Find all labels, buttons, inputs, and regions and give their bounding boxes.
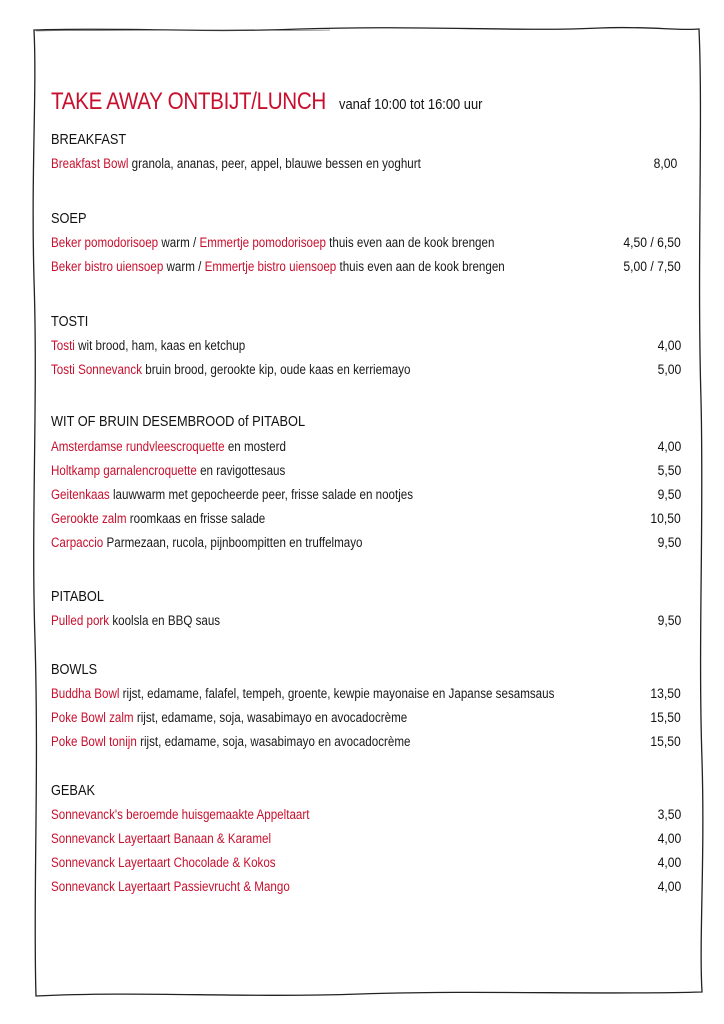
menu-item bbox=[51, 362, 681, 382]
item-name: Amsterdamse rundvleescroquette bbox=[51, 439, 225, 454]
item-description: warm / bbox=[166, 259, 202, 274]
item-description: rijst, edamame, soja, wasabimayo en avocadocrème bbox=[136, 710, 408, 725]
item-price: 8,00 bbox=[653, 156, 677, 171]
menu-item bbox=[51, 487, 681, 507]
menu-item bbox=[51, 831, 681, 851]
item-name-secondary: Emmertje pomodorisoep bbox=[199, 235, 326, 250]
item-price: 3,50 bbox=[657, 807, 681, 822]
item-description: rijst, edamame, soja, wasabimayo en avocadocrème bbox=[140, 734, 411, 749]
item-name: Poke Bowl zalm bbox=[51, 710, 134, 725]
menu-item bbox=[51, 807, 681, 827]
menu-title: TAKE AWAY ONTBIJT/LUNCH bbox=[51, 88, 326, 115]
item-price: 5,00 bbox=[657, 362, 681, 377]
item-description: koolsla en BBQ saus bbox=[112, 613, 221, 628]
menu-item bbox=[51, 439, 681, 459]
item-price: 4,00 bbox=[657, 338, 681, 353]
item-description: warm / bbox=[161, 235, 197, 250]
title-row bbox=[51, 88, 506, 116]
item-description: wit brood, ham, kaas en ketchup bbox=[78, 338, 246, 353]
item-price: 15,50 bbox=[650, 734, 681, 749]
item-description: granola, ananas, peer, appel, blauwe bessen en yoghurt bbox=[131, 156, 421, 171]
menu-item bbox=[51, 259, 681, 279]
item-name: Geitenkaas bbox=[51, 487, 110, 502]
menu-item bbox=[51, 535, 681, 555]
item-description: rijst, edamame, falafel, tempeh, groente, kewpie mayonaise en Japanse sesamsaus bbox=[122, 686, 555, 701]
item-price: 15,50 bbox=[650, 710, 681, 725]
item-name: Gerookte zalm bbox=[51, 511, 127, 526]
menu-item bbox=[51, 855, 681, 875]
section-heading-breakfast: BREAKFAST bbox=[51, 132, 127, 148]
section-heading-tosti: TOSTI bbox=[51, 314, 89, 330]
item-name: Poke Bowl tonijn bbox=[51, 734, 137, 749]
menu-item bbox=[51, 338, 681, 358]
item-price: 5,50 bbox=[657, 463, 681, 478]
item-name: Carpaccio bbox=[51, 535, 104, 550]
item-description: en mosterd bbox=[227, 439, 286, 454]
menu-item bbox=[51, 879, 681, 899]
item-name: Tosti Sonnevanck bbox=[51, 362, 142, 377]
item-name: Sonnevanck's beroemde huisgemaakte Appeltaart bbox=[51, 807, 310, 822]
section-heading-soep: SOEP bbox=[51, 211, 87, 227]
menu-item bbox=[51, 235, 681, 255]
item-name: Sonnevanck Layertaart Chocolade & Kokos bbox=[51, 855, 276, 870]
menu-item bbox=[51, 511, 681, 531]
item-name: Sonnevanck Layertaart Banaan & Karamel bbox=[51, 831, 272, 846]
item-name: Tosti bbox=[51, 338, 75, 353]
item-price: 4,00 bbox=[657, 439, 681, 454]
item-price: 5,00 / 7,50 bbox=[623, 259, 681, 274]
item-price: 4,00 bbox=[657, 831, 681, 846]
item-price: 4,00 bbox=[657, 855, 681, 870]
item-name: Breakfast Bowl bbox=[51, 156, 129, 171]
section-heading-desembrood: WIT OF BRUIN DESEMBROOD of PITABOL bbox=[51, 414, 306, 430]
item-price: 9,50 bbox=[657, 613, 681, 628]
item-description: Parmezaan, rucola, pijnboompitten en truffelmayo bbox=[106, 535, 363, 550]
item-name-secondary: Emmertje bistro uiensoep bbox=[204, 259, 337, 274]
menu-item bbox=[51, 686, 681, 706]
item-description: en ravigottesaus bbox=[200, 463, 286, 478]
item-price: 13,50 bbox=[650, 686, 681, 701]
menu-item bbox=[51, 710, 681, 730]
menu-item bbox=[51, 463, 681, 483]
item-description-secondary: thuis even aan de kook brengen bbox=[329, 235, 495, 250]
item-name: Holtkamp garnalencroquette bbox=[51, 463, 197, 478]
item-price: 4,00 bbox=[657, 879, 681, 894]
item-description: roomkaas en frisse salade bbox=[129, 511, 266, 526]
item-price: 9,50 bbox=[657, 535, 681, 550]
menu-item bbox=[51, 156, 681, 176]
item-name: Buddha Bowl bbox=[51, 686, 120, 701]
item-price: 4,50 / 6,50 bbox=[623, 235, 681, 250]
item-description: bruin brood, gerookte kip, oude kaas en kerriemayo bbox=[145, 362, 411, 377]
item-description-secondary: thuis even aan de kook brengen bbox=[339, 259, 505, 274]
menu-item bbox=[51, 734, 681, 754]
item-name: Beker pomodorisoep bbox=[51, 235, 159, 250]
item-price: 10,50 bbox=[650, 511, 681, 526]
item-name: Pulled pork bbox=[51, 613, 110, 628]
menu-item bbox=[51, 613, 681, 633]
section-heading-pitabol: PITABOL bbox=[51, 589, 104, 605]
item-description: lauwwarm met gepocheerde peer, frisse salade en nootjes bbox=[112, 487, 414, 502]
opening-hours: vanaf 10:00 tot 16:00 uur bbox=[339, 96, 483, 113]
item-price: 9,50 bbox=[657, 487, 681, 502]
item-name: Sonnevanck Layertaart Passievrucht & Mango bbox=[51, 879, 290, 894]
section-heading-gebak: GEBAK bbox=[51, 783, 95, 799]
section-heading-bowls: BOWLS bbox=[51, 662, 98, 678]
item-name: Beker bistro uiensoep bbox=[51, 259, 164, 274]
